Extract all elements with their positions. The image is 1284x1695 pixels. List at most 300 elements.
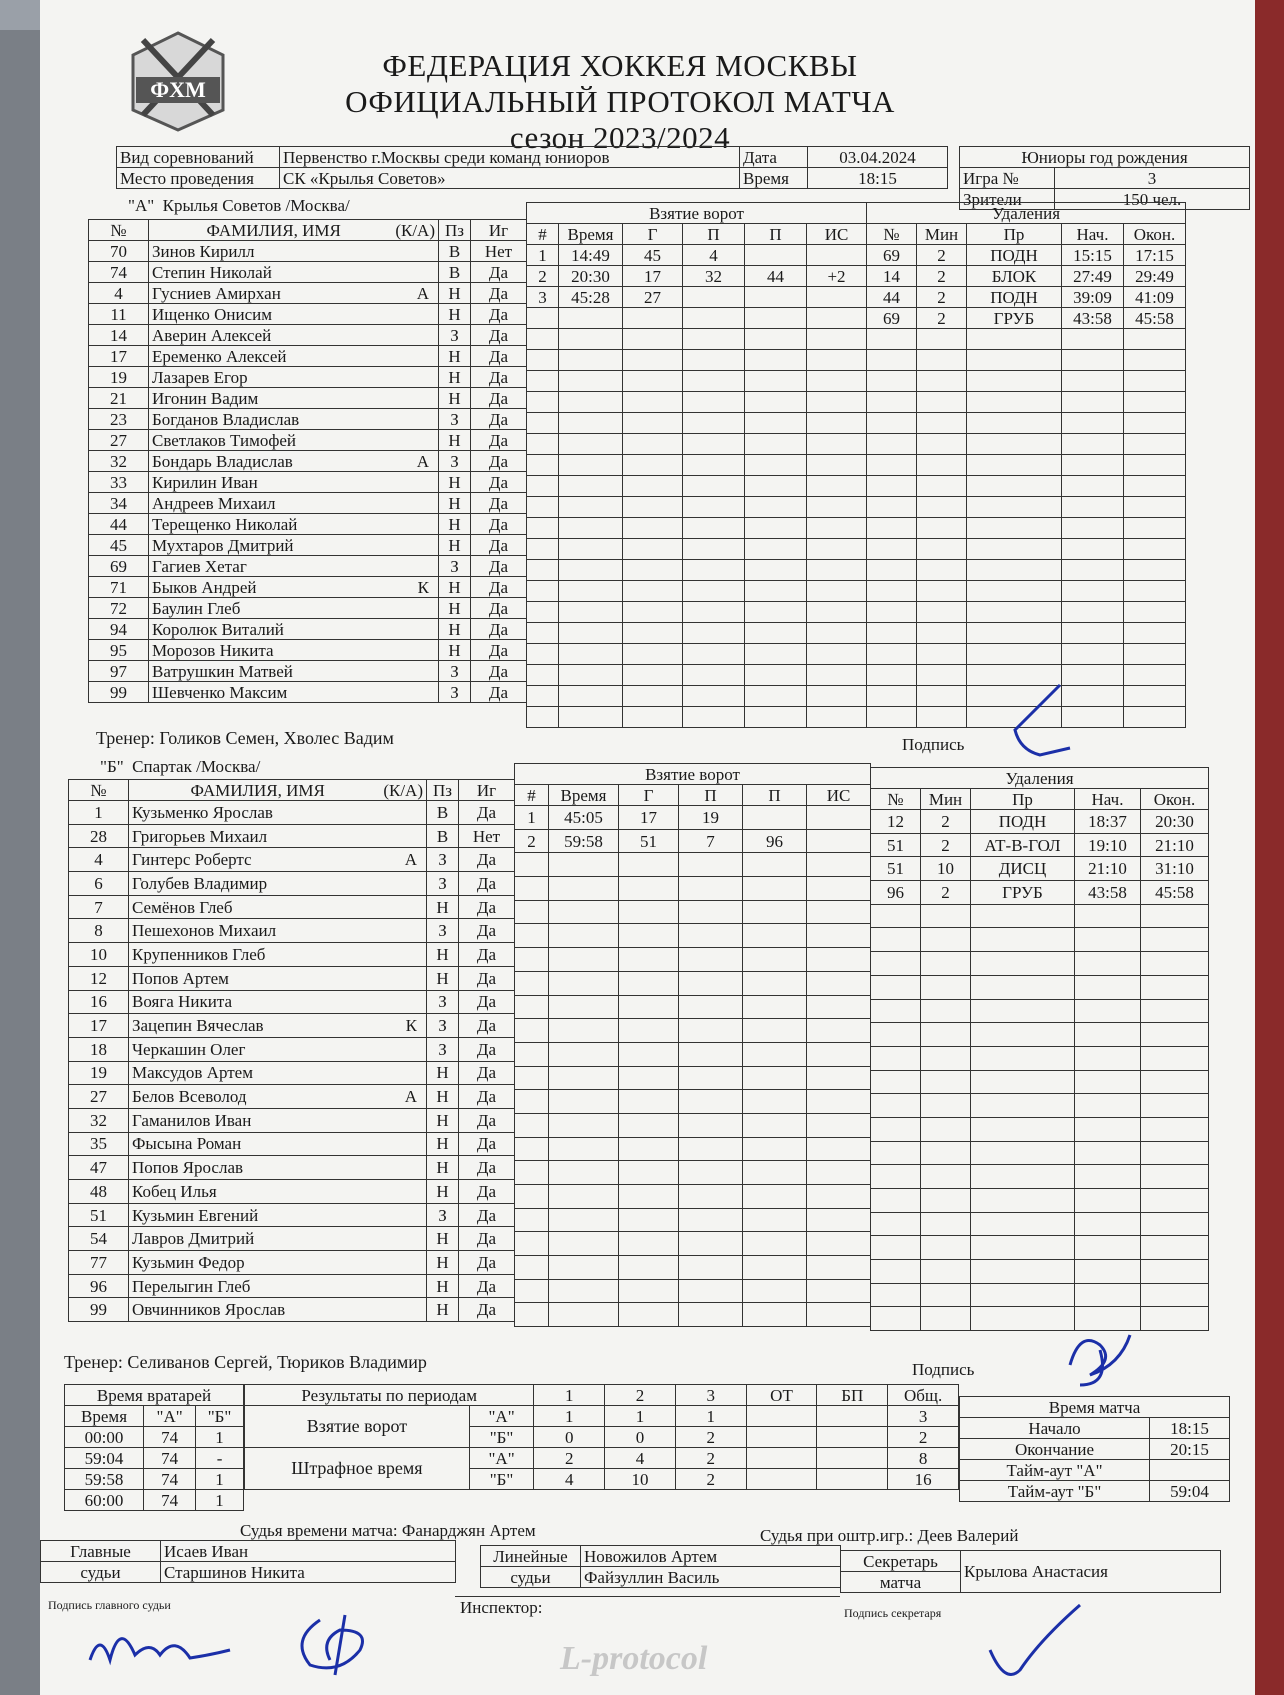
goal-empty-cell [743,1232,807,1256]
player-row [69,1203,515,1227]
goal-empty-cell [807,497,867,518]
player-played: Да [471,283,527,304]
goal-empty-cell [807,455,867,476]
player-number: 21 [89,388,149,409]
player-played: Да [471,367,527,388]
player-row [69,990,515,1014]
penalty-empty-cell [1124,623,1186,644]
goal-empty-cell [743,1279,807,1303]
player-name: Вояга Никита [132,992,233,1012]
penalty-empty-cell [1124,413,1186,434]
player-name: Крупенников Глеб [132,944,266,964]
penalty-row [871,1141,1209,1165]
player-name-cell [129,1037,427,1061]
penalty-empty-cell [871,1212,921,1236]
goal-empty-cell [623,665,683,686]
competition-value: Первенство г.Москвы среди команд юниоров [280,147,740,168]
pim-a-total: 8 [888,1448,959,1469]
player-number: 96 [69,1274,129,1298]
player-name: Морозов Никита [152,640,274,660]
player-name-cell [129,943,427,967]
goalie-col-time: Время [65,1406,144,1427]
player-played: Да [459,895,515,919]
penalty-n: 96 [871,881,921,905]
col-ka-text: (К/А) [383,780,423,800]
penalty-r: ПОДН [971,810,1075,834]
penalty-row [867,371,1186,392]
penalty-empty-cell [1141,975,1209,999]
penalty-row [867,581,1186,602]
player-played: Да [471,346,527,367]
goal-empty-cell [807,392,867,413]
goal-empty-cell [807,707,867,728]
penalty-empty-cell [1124,497,1186,518]
goal-empty-cell [527,560,559,581]
goal-empty-cell [807,602,867,623]
penalty-empty-cell [1141,1046,1209,1070]
col-pz: Пз [439,220,471,241]
goal-empty-cell [745,581,807,602]
penalty-empty-cell [1075,1117,1141,1141]
goal-empty-cell [743,900,807,924]
player-played: Да [459,801,515,825]
player-played: Да [459,1108,515,1132]
player-position: З [439,325,471,346]
penalty-row [871,857,1209,881]
player-number: 14 [89,325,149,346]
goals-b-p2: 0 [605,1427,676,1448]
player-played: Да [471,640,527,661]
pen-col-end: Окон. [1124,224,1186,245]
goal-empty-cell [683,308,745,329]
penalty-empty-cell [871,975,921,999]
penalty-row [871,1189,1209,1213]
penalty-empty-cell [967,434,1062,455]
penalty-empty-cell [921,904,971,928]
penalty-row [867,434,1186,455]
goal-empty-cell [527,665,559,686]
player-position: З [439,661,471,682]
pen-col-min: Мин [921,789,971,810]
player-number: 69 [89,556,149,577]
goal-row [527,665,867,686]
goal-row [515,971,871,995]
goal-empty-cell [515,1256,549,1280]
penalty-empty-cell [971,975,1075,999]
goal-col-time: Время [559,224,623,245]
player-position: З [439,682,471,703]
goal-row [527,707,867,728]
player-row [89,493,527,514]
goal-row [527,434,867,455]
penalty-row [871,904,1209,928]
goalie-times [64,1384,244,1511]
penalty-empty-cell [1062,497,1124,518]
goal-empty-cell [745,308,807,329]
pen-col-start: Нач. [1062,224,1124,245]
player-name: Зацепин Вячеслав [132,1016,264,1036]
player-row [89,283,527,304]
goal-empty-cell [679,1066,743,1090]
goal-empty-cell [679,1208,743,1232]
goalie-a: 74 [144,1469,196,1490]
goal-empty-cell [515,995,549,1019]
goals-a-ot [746,1406,817,1427]
team-b-name: Спартак /Москва/ [132,757,261,776]
goal-row [515,1137,871,1161]
goalie-row [65,1469,244,1490]
goal-i: 2 [527,266,559,287]
player-name-cell [129,848,427,872]
goal-row [515,1113,871,1137]
player-name-cell [129,872,427,896]
penalty-row [867,539,1186,560]
penalty-empty-cell [1075,1023,1141,1047]
goal-empty-cell [619,900,679,924]
penalty-empty-cell [971,1141,1075,1165]
goal-empty-cell [679,1019,743,1043]
player-position: В [427,801,459,825]
goal-empty-cell [807,539,867,560]
player-name: Быков Андрей [152,577,257,597]
team-a-coach: Тренер: Голиков Семен, Хволес Вадим [96,728,394,748]
player-name-cell [129,895,427,919]
penalty-empty-cell [1124,434,1186,455]
goal-row [515,995,871,1019]
goal-empty-cell [527,707,559,728]
penalty-empty-cell [921,1094,971,1118]
penalty-empty-cell [1141,1189,1209,1213]
goal-empty-cell [515,1042,549,1066]
goal-empty-cell [527,434,559,455]
player-position: В [439,262,471,283]
penalty-m: 2 [921,881,971,905]
penalty-empty-cell [921,1117,971,1141]
penalty-empty-cell [867,497,917,518]
player-played: Да [459,943,515,967]
penalty-empty-cell [971,999,1075,1023]
player-position: Н [427,1298,459,1322]
penalty-empty-cell [871,1117,921,1141]
player-name: Черкашин Олег [132,1039,246,1059]
player-played: Да [459,1227,515,1251]
penalty-empty-cell [971,904,1075,928]
goal-empty-cell [623,329,683,350]
secretary-name: Крылова Анастасия [961,1551,1221,1593]
goal-row [527,560,867,581]
player-row [89,577,527,598]
player-position: З [427,990,459,1014]
penalty-empty-cell [971,928,1075,952]
col-ka-text: (К/А) [395,220,435,240]
goal-empty-cell [549,1208,619,1232]
goal-empty-cell [679,1256,743,1280]
player-number: 17 [69,1014,129,1038]
penalty-m: 10 [921,857,971,881]
goal-empty-cell [683,497,745,518]
penalty-empty-cell [1141,1070,1209,1094]
goal-empty-cell [515,924,549,948]
goal-row [515,1279,871,1303]
pim-a-ot [746,1448,817,1469]
goal-col-assist2: П [743,785,807,806]
goal-row [515,829,871,853]
penalty-empty-cell [921,1307,971,1331]
penalty-row [867,602,1186,623]
penalty-empty-cell [1124,371,1186,392]
goal-empty-cell [559,623,623,644]
player-played: Да [459,966,515,990]
penalty-empty-cell [967,518,1062,539]
total-header: Общ. [888,1385,959,1406]
player-played: Да [471,598,527,619]
pim-a-p3: 2 [675,1448,746,1469]
player-number: 35 [69,1132,129,1156]
goal-empty-cell [807,1019,871,1043]
penalty-e: 17:15 [1124,245,1186,266]
penalty-empty-cell [971,1165,1075,1189]
player-role: К [405,1016,417,1036]
linesmen [480,1545,841,1588]
team-b-goals [514,763,871,1327]
penalty-m: 2 [917,308,967,329]
goal-empty-cell [619,1161,679,1185]
player-position: Н [439,472,471,493]
player-name: Максудов Артем [132,1063,253,1083]
goal-empty-cell [549,1185,619,1209]
goal-empty-cell [623,455,683,476]
penalty-empty-cell [1141,904,1209,928]
penalty-empty-cell [1075,1165,1141,1189]
player-name: Кузьменко Ярослав [132,802,273,822]
player-number: 8 [69,919,129,943]
goal-empty-cell [619,1208,679,1232]
penalty-empty-cell [917,707,967,728]
col-ig: Иг [471,220,527,241]
player-name-cell [129,1061,427,1085]
goal-empty-cell [807,1279,871,1303]
player-name-cell [149,304,439,325]
goal-empty-cell [743,1090,807,1114]
penalty-row [871,1212,1209,1236]
player-row [69,1298,515,1322]
penalty-empty-cell [921,1046,971,1070]
player-name-cell [129,1156,427,1180]
penalty-empty-cell [917,602,967,623]
player-position: Н [439,514,471,535]
player-row [69,1061,515,1085]
player-played: Да [459,1274,515,1298]
player-name: Фысына Роман [132,1134,242,1154]
penalty-empty-cell [1075,1283,1141,1307]
player-position: З [439,556,471,577]
penalty-empty-cell [921,1141,971,1165]
penalty-empty-cell [867,539,917,560]
goal-empty-cell [623,476,683,497]
pen-col-start: Нач. [1075,789,1141,810]
team-a-signature [1000,680,1080,760]
player-played: Да [459,1037,515,1061]
goal-empty-cell [807,948,871,972]
penalty-r: АТ-В-ГОЛ [971,833,1075,857]
goal-empty-cell [679,1279,743,1303]
goal-empty-cell [679,1113,743,1137]
goal-empty-cell [559,686,623,707]
goal-empty-cell [679,900,743,924]
goal-i: 3 [527,287,559,308]
penalty-empty-cell [971,1070,1075,1094]
player-number: 23 [89,409,149,430]
goal-empty-cell [807,1185,871,1209]
penalty-empty-cell [971,1117,1075,1141]
goal-empty-cell [683,623,745,644]
penalty-empty-cell [921,1260,971,1284]
player-name-cell [149,682,439,703]
goal-empty-cell [807,686,867,707]
goal-empty-cell [515,1232,549,1256]
penalty-empty-cell [1141,1141,1209,1165]
end-value: 20:15 [1150,1439,1230,1460]
goal-empty-cell [515,1113,549,1137]
player-row [89,325,527,346]
player-played: Да [459,1132,515,1156]
player-row [69,1156,515,1180]
goal-a2 [743,806,807,830]
penalty-empty-cell [1062,392,1124,413]
goal-empty-cell [623,434,683,455]
player-name: Белов Всеволод [132,1087,247,1107]
penalty-empty-cell [917,434,967,455]
player-name: Светлаков Тимофей [152,430,296,450]
goals-b-total: 2 [888,1427,959,1448]
goal-empty-cell [619,948,679,972]
penalty-empty-cell [871,1070,921,1094]
goal-is [807,245,867,266]
penalty-empty-cell [867,623,917,644]
penalty-s: 39:09 [1062,287,1124,308]
timekeeper: Судья времени матча: Фанарджян Артем [240,1521,536,1540]
penalty-empty-cell [1062,602,1124,623]
penalty-empty-cell [1062,476,1124,497]
goal-empty-cell [743,948,807,972]
goal-a1: 19 [679,806,743,830]
goal-row [527,476,867,497]
player-position: Н [427,1274,459,1298]
penalty-empty-cell [1124,602,1186,623]
goals-title: Взятие ворот [515,764,871,785]
goal-empty-cell [807,644,867,665]
goal-a2 [745,287,807,308]
goal-empty-cell [745,686,807,707]
player-name: Гагиев Хетаг [152,556,247,576]
player-row [89,661,527,682]
player-position: Н [439,619,471,640]
penalty-empty-cell [917,329,967,350]
player-played: Да [471,388,527,409]
player-number: 99 [89,682,149,703]
goal-row [527,287,867,308]
player-row [69,943,515,967]
player-name-cell [149,661,439,682]
penalty-empty-cell [1062,434,1124,455]
goal-empty-cell [743,1113,807,1137]
goal-empty-cell [623,371,683,392]
goal-empty-cell [559,602,623,623]
player-number: 18 [69,1037,129,1061]
player-name: Мухтаров Дмитрий [152,535,294,555]
goal-empty-cell [623,686,683,707]
goal-empty-cell [683,350,745,371]
goal-empty-cell [745,434,807,455]
player-position: Н [439,577,471,598]
penalty-empty-cell [867,707,917,728]
penalty-empty-cell [967,350,1062,371]
goal-empty-cell [559,308,623,329]
pim-b-total: 16 [888,1469,959,1490]
goal-empty-cell [619,1279,679,1303]
goal-empty-cell [679,877,743,901]
player-name: Гусниев Амирхан [152,283,281,303]
player-name-cell [129,990,427,1014]
penalty-s: 43:58 [1062,308,1124,329]
team-b-signature [1060,1325,1140,1395]
player-row [89,535,527,556]
goal-empty-cell [683,434,745,455]
goal-empty-cell [559,539,623,560]
penalty-empty-cell [871,1260,921,1284]
penalty-empty-cell [967,371,1062,392]
player-name-cell [129,1014,427,1038]
player-role: К [417,577,429,597]
penalty-empty-cell [917,392,967,413]
penalty-empty-cell [917,413,967,434]
col-num: № [69,780,129,801]
col-name [149,220,439,241]
player-played: Да [471,325,527,346]
goal-empty-cell [807,1137,871,1161]
player-number: 44 [89,514,149,535]
goal-empty-cell [683,686,745,707]
penalty-empty-cell [1075,1141,1141,1165]
team-a-title [128,196,350,216]
col-ig: Иг [459,780,515,801]
penalty-row [871,881,1209,905]
goal-empty-cell [745,644,807,665]
player-position: З [427,848,459,872]
pen-col-min: Мин [917,224,967,245]
player-position: Н [439,304,471,325]
player-position: Н [427,1108,459,1132]
goal-empty-cell [745,665,807,686]
player-row [89,430,527,451]
player-position: В [427,824,459,848]
goal-empty-cell [527,476,559,497]
player-played: Да [471,535,527,556]
goal-empty-cell [559,581,623,602]
penalty-n: 51 [871,857,921,881]
player-name: Королюк Виталий [152,619,284,639]
player-played: Да [459,1180,515,1204]
penalty-empty-cell [1062,350,1124,371]
penalty-row [871,1117,1209,1141]
player-name-cell [149,430,439,451]
goal-a1: 32 [683,266,745,287]
penalty-empty-cell [921,1165,971,1189]
goal-empty-cell [743,924,807,948]
goal-row [527,371,867,392]
penalty-empty-cell [1075,999,1141,1023]
penalty-empty-cell [1075,975,1141,999]
